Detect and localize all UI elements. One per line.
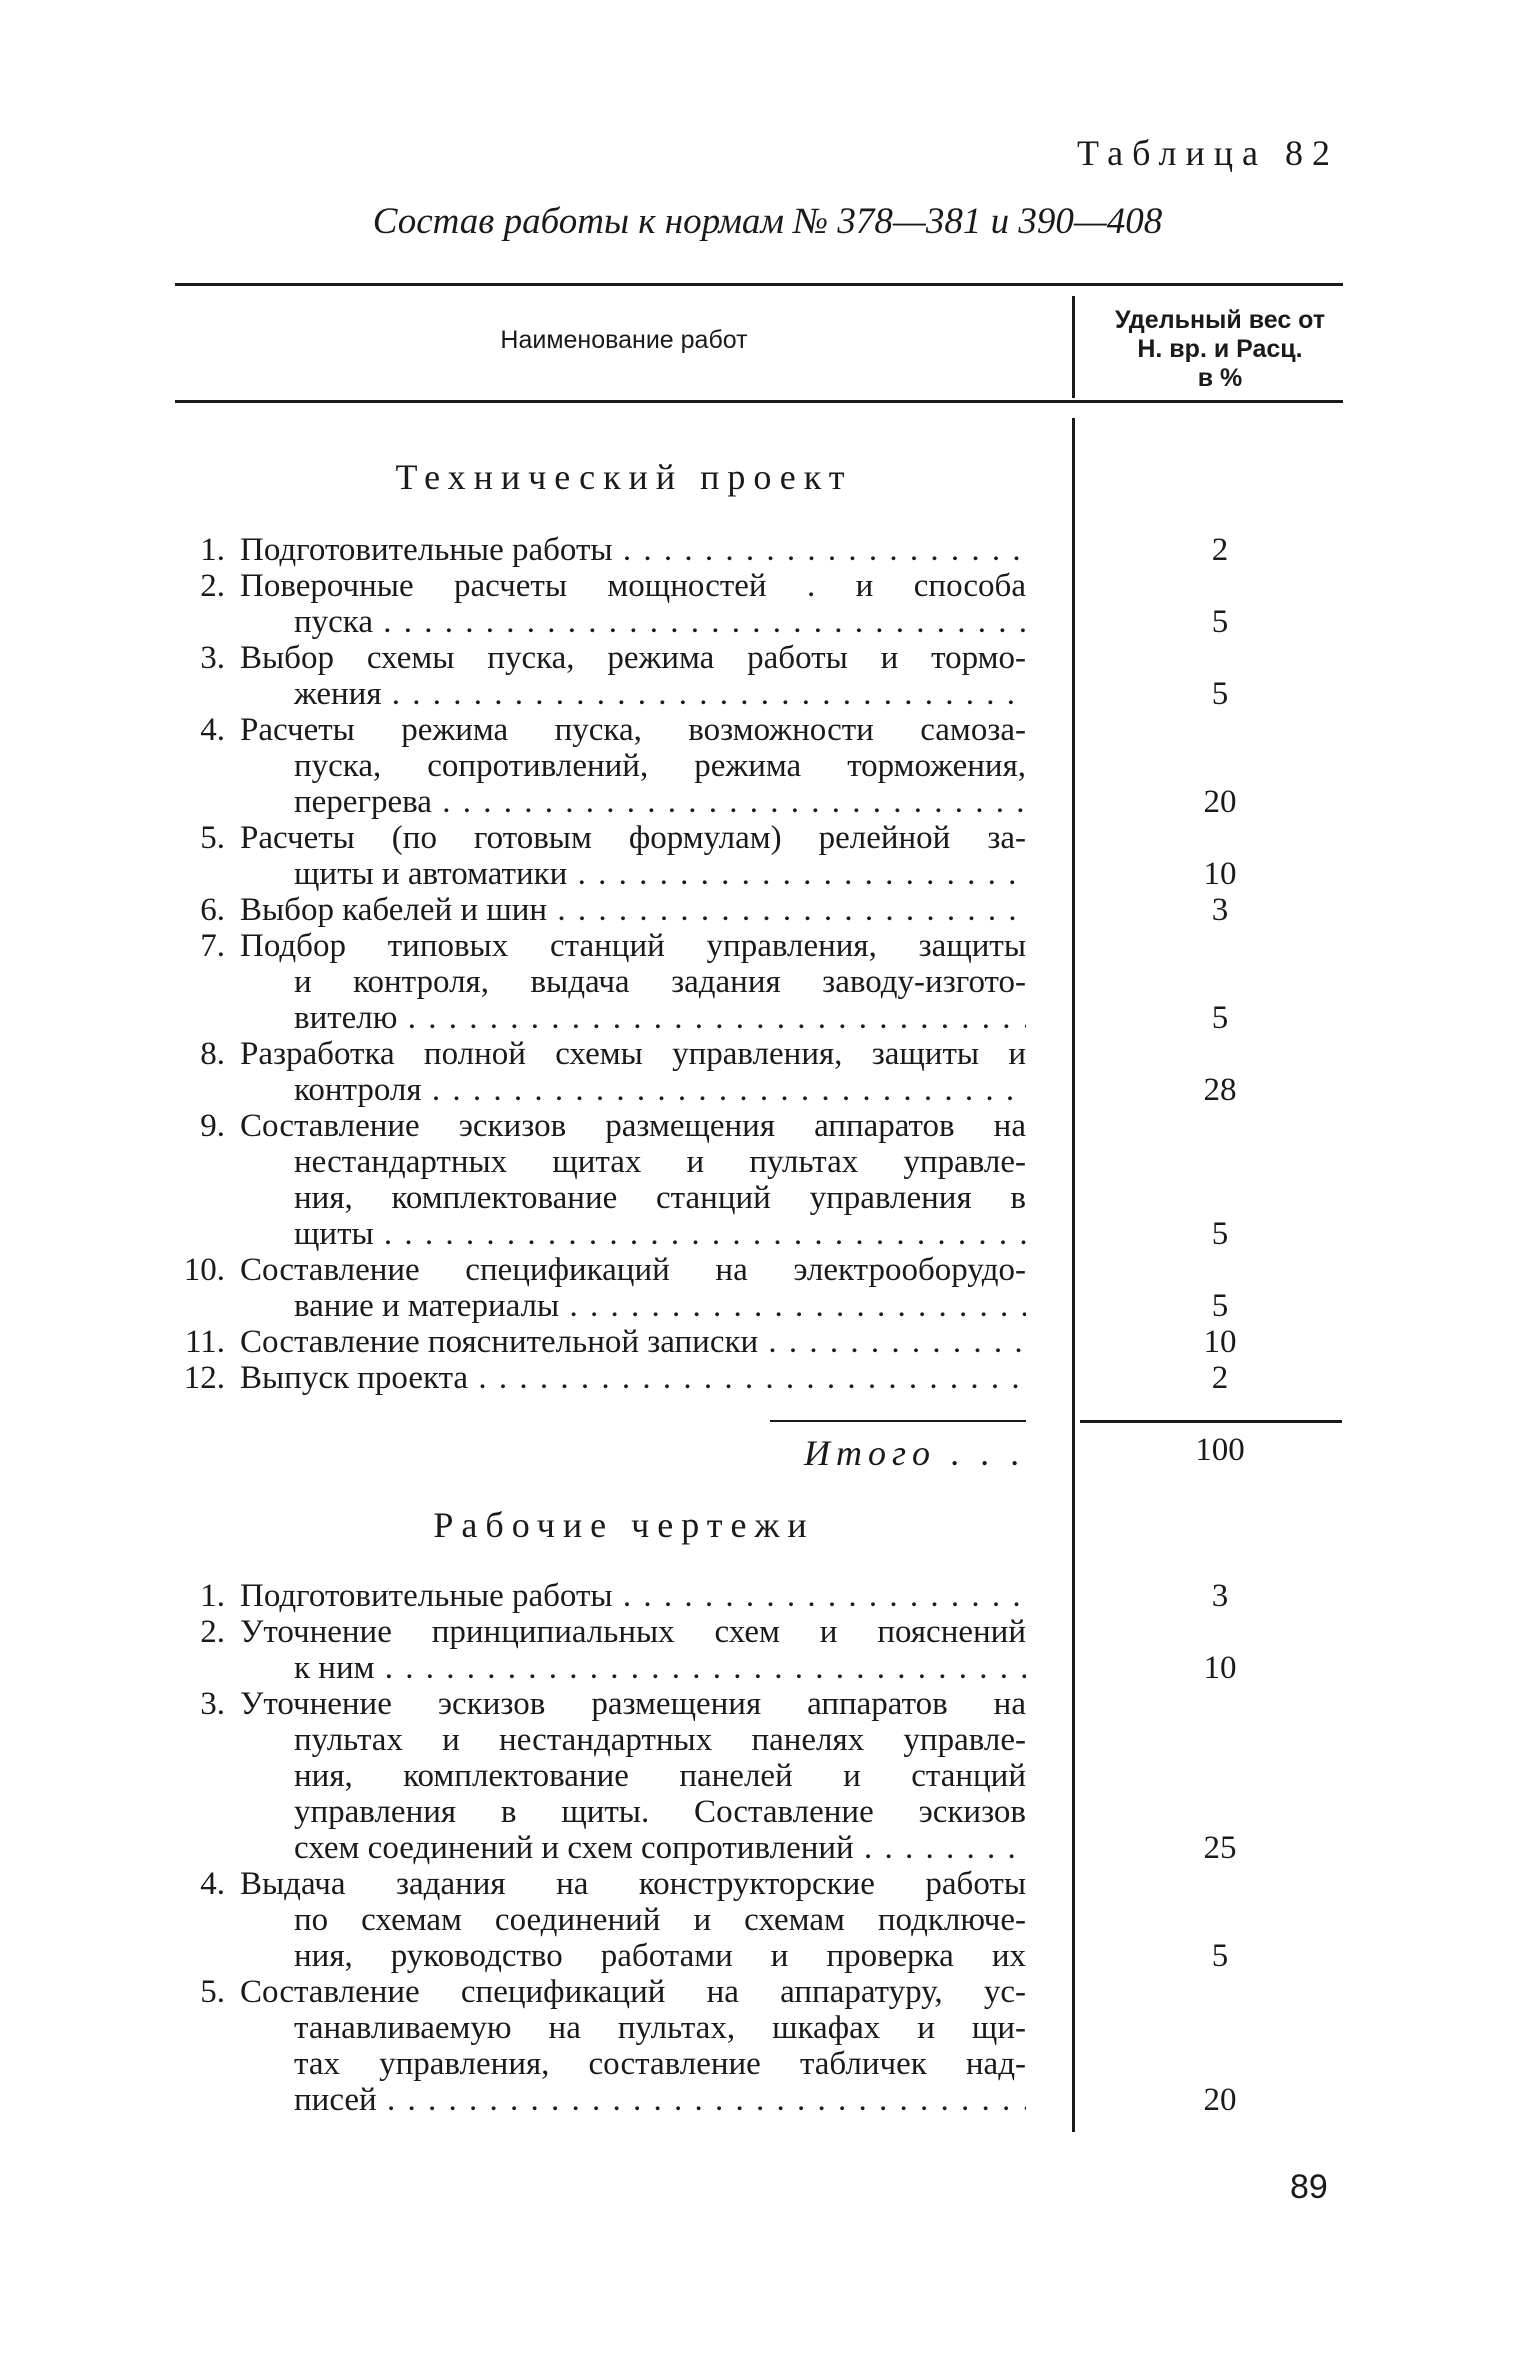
- item-line: жения . . .: [240, 676, 1026, 712]
- item-line: Составление спецификаций на аппаратуру, ус-: [240, 1974, 1026, 2010]
- top-rule: [175, 283, 1343, 286]
- item-value: 20: [1203, 2082, 1237, 2118]
- item-number: 6.: [200, 892, 225, 928]
- table-caption: Состав работы к нормам № 378—381 и 390—408: [372, 201, 1163, 242]
- item-line: Составление спецификаций на электрооборудо-: [240, 1252, 1026, 1288]
- item-value: 20: [1203, 784, 1237, 820]
- item-number: 4.: [200, 1866, 225, 1902]
- item-value: 10: [1203, 856, 1237, 892]
- item-number: 7.: [200, 928, 225, 964]
- item-value: 5: [1211, 1000, 1229, 1036]
- header-share-line: Н. вр. и Расц.: [1137, 335, 1303, 363]
- item-number: 9.: [200, 1108, 225, 1144]
- item-number: 2.: [200, 1614, 225, 1650]
- item-line: Выбор схемы пуска, режима работы и тормо-: [240, 640, 1026, 676]
- item-line: пуска, сопротивлений, режима торможения,: [294, 748, 1026, 784]
- item-line: Разработка полной схемы управления, защиты и: [240, 1036, 1026, 1072]
- item-line: ния, комплектование панелей и станций: [294, 1758, 1026, 1794]
- item-number: 10.: [183, 1252, 225, 1288]
- item-value: 10: [1203, 1650, 1237, 1686]
- item-value: 25: [1203, 1830, 1237, 1866]
- item-line: контроля . . .: [240, 1072, 1026, 1108]
- item-line: вание и материалы . . .: [240, 1288, 1026, 1324]
- item-line: Выбор кабелей и шин . . .: [240, 892, 1026, 928]
- total-label: Итого . . .: [803, 1433, 1026, 1473]
- item-value: 5: [1211, 1938, 1229, 1974]
- header-share-line: в %: [1197, 364, 1243, 392]
- item-line: щиты и автоматики . . .: [240, 856, 1026, 892]
- item-value: 5: [1211, 1216, 1229, 1252]
- section-title-working-drawings: Рабочие чертежи: [433, 1505, 815, 1545]
- item-number: 3.: [200, 1686, 225, 1722]
- item-line: ния, руководство работами и проверка их: [294, 1938, 1026, 1974]
- item-line: по схемам соединений и схемам подключе-: [294, 1902, 1026, 1938]
- item-line: писей . . .: [240, 2082, 1026, 2118]
- header-share-line: Удельный вес от: [1114, 306, 1326, 334]
- item-value: 5: [1211, 1288, 1229, 1324]
- item-line: схем соединений и схем сопротивлений . . .: [240, 1830, 1026, 1866]
- item-value: 3: [1211, 1578, 1229, 1614]
- item-line: Выдача задания на конструкторские работы: [240, 1866, 1026, 1902]
- item-value: 3: [1211, 892, 1229, 928]
- item-number: 3.: [200, 640, 225, 676]
- body-column-divider: [1072, 418, 1075, 2132]
- item-line: к ним . . .: [240, 1650, 1026, 1686]
- item-line: Расчеты (по готовым формулам) релейной за-: [240, 820, 1026, 856]
- item-line: танавливаемую на пультах, шкафах и щи-: [294, 2010, 1026, 2046]
- item-line: Подготовительные работы . . .: [240, 1578, 1026, 1614]
- page-number: 89: [1290, 2168, 1328, 2206]
- section-title-tech-project: Технический проект: [395, 457, 853, 497]
- item-number: 5.: [200, 1974, 225, 2010]
- item-line: Выпуск проекта . . .: [240, 1360, 1026, 1396]
- item-line: Уточнение принципиальных схем и пояснений: [240, 1614, 1026, 1650]
- item-number: 1.: [200, 1578, 225, 1614]
- item-number: 8.: [200, 1036, 225, 1072]
- header-share: [1080, 306, 1360, 393]
- item-value: 10: [1203, 1324, 1237, 1360]
- item-number: 11.: [184, 1324, 225, 1360]
- item-line: управления в щиты. Составление эскизов: [294, 1794, 1026, 1830]
- item-number: 5.: [200, 820, 225, 856]
- item-value: 5: [1211, 676, 1229, 712]
- total-rule-right: [1080, 1420, 1342, 1423]
- item-line: нестандартных щитах и пультах управле-: [294, 1144, 1026, 1180]
- item-line: перегрева . . .: [240, 784, 1026, 820]
- item-value: 2: [1211, 1360, 1229, 1396]
- item-line: щиты . . .: [240, 1216, 1026, 1252]
- item-line: Расчеты режима пуска, возможности самоза-: [240, 712, 1026, 748]
- item-line: тах управления, составление табличек над-: [294, 2046, 1026, 2082]
- item-value: 5: [1211, 604, 1229, 640]
- item-line: Подготовительные работы . . .: [240, 532, 1026, 568]
- header-bottom-rule: [175, 400, 1343, 403]
- item-number: 2.: [200, 568, 225, 604]
- item-line: Подбор типовых станций управления, защиты: [240, 928, 1026, 964]
- item-number: 4.: [200, 712, 225, 748]
- header-work-name: Наименование работ: [500, 326, 748, 354]
- item-line: пультах и нестандартных панелях управле-: [294, 1722, 1026, 1758]
- item-line: Составление пояснительной записки . . .: [240, 1324, 1026, 1360]
- item-line: Поверочные расчеты мощностей . и способа: [240, 568, 1026, 604]
- total-value: 100: [1195, 1432, 1245, 1468]
- total-rule-left: [770, 1420, 1026, 1422]
- table-number: Таблица 82: [1077, 133, 1339, 173]
- item-number: 12.: [183, 1360, 225, 1396]
- item-value: 2: [1211, 532, 1229, 568]
- item-value: 28: [1203, 1072, 1237, 1108]
- item-line: пуска . . .: [240, 604, 1026, 640]
- item-line: Уточнение эскизов размещения аппаратов на: [240, 1686, 1026, 1722]
- item-line: и контроля, выдача задания заводу-изгото-: [294, 964, 1026, 1000]
- item-line: Составление эскизов размещения аппаратов на: [240, 1108, 1026, 1144]
- item-line: ния, комплектование станций управления в: [294, 1180, 1026, 1216]
- item-line: вителю . . .: [240, 1000, 1026, 1036]
- item-number: 1.: [200, 532, 225, 568]
